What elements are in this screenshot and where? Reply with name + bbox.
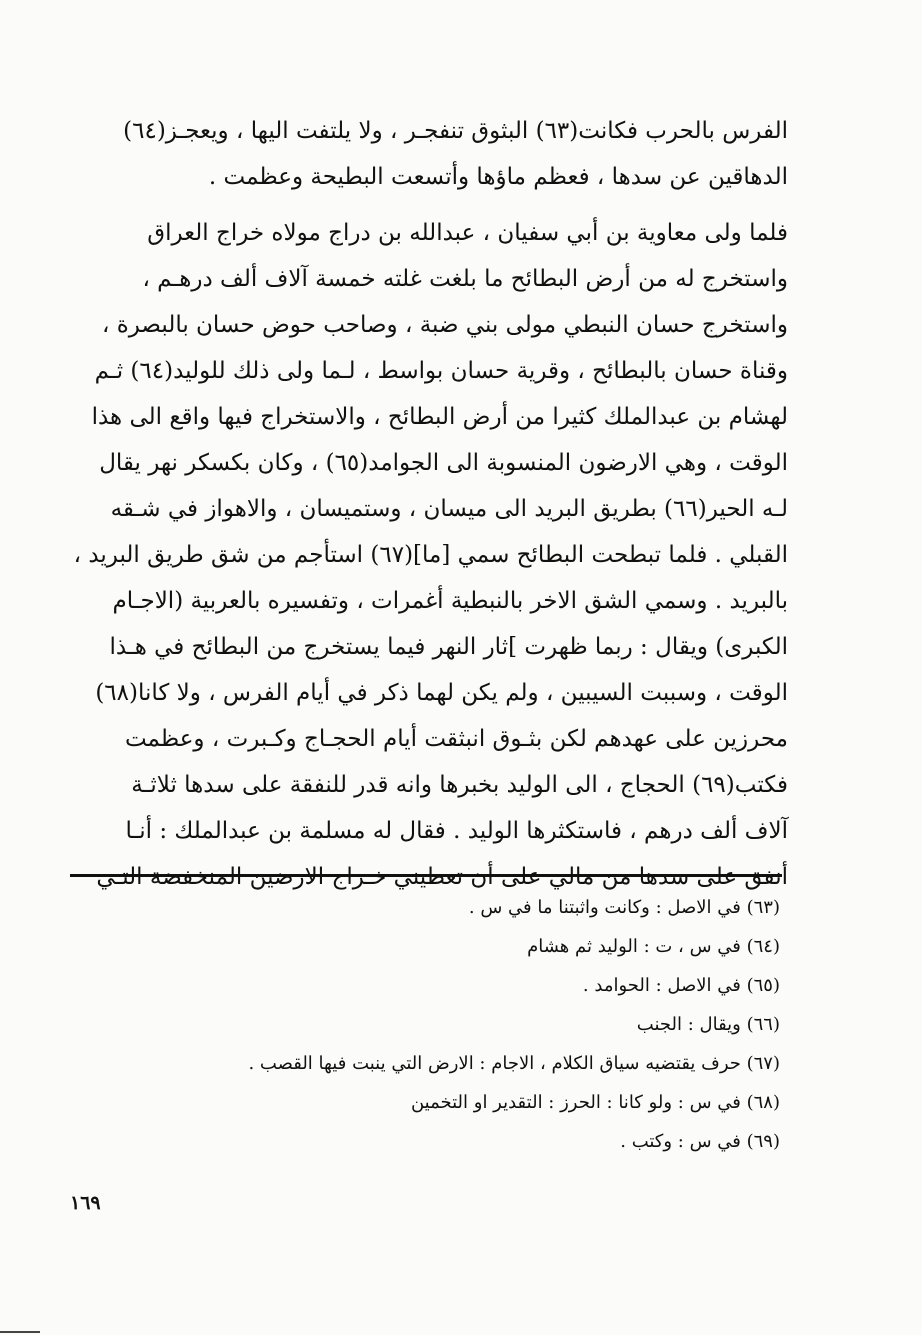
text-line: القبلي . فلما تبطحت البطائح سمي [ما](٦٧) استأجم من شق طريق البريد ، bbox=[73, 542, 788, 568]
page-number: ١٦٩ bbox=[70, 1192, 101, 1214]
footnote: (٦٩) في س : وكتب . bbox=[620, 1131, 780, 1152]
text-line: الدهاقين عن سدها ، فعظم ماؤها وأتسعت البطيحة وعظمت . bbox=[208, 164, 788, 190]
footnote: (٦٦) ويقال : الجنب bbox=[636, 1014, 780, 1035]
footnotes bbox=[90, 888, 780, 1161]
footnote: (٦٧) حرف يقتضيه سياق الكلام ، الاجام : الارض التي ينبت فيها القصب . bbox=[248, 1053, 780, 1074]
text-line: الوقت ، وسببت السيبين ، ولم يكن لهما ذكر في أيام الفرس ، ولا كانا(٦٨) bbox=[95, 680, 788, 706]
text-line: الوقت ، وهي الارضون المنسوبة الى الجوامد(٦٥) ، وكان بكسكر نهر يقال bbox=[99, 450, 788, 476]
text-line: الفرس بالحرب فكانت(٦٣) البثوق تنفجـر ، ولا يلتفت اليها ، ويعجـز(٦٤) bbox=[123, 118, 788, 144]
footnote: (٦٣) في الاصل : وكانت واثبتنا ما في س . bbox=[468, 897, 780, 918]
text-line: الكبرى) ويقال : ربما ظهرت ]ثار النهر فيما يستخرج من البطائح في هـذا bbox=[109, 634, 788, 660]
scan-edge-mark bbox=[0, 1331, 40, 1333]
footnote: (٦٤) في س ، ت : الوليد ثم هشام bbox=[527, 936, 780, 957]
main-text bbox=[68, 108, 788, 900]
text-line: فكتب(٦٩) الحجاج ، الى الوليد بخبرها وانه قدر للنفقة على سدها ثلاثـة bbox=[131, 772, 788, 798]
text-line: واستخرج حسان النبطي مولى بني ضبة ، وصاحب حوض حسان بالبصرة ، bbox=[101, 312, 788, 338]
text-line: آلاف ألف درهم ، فاستكثرها الوليد . فقال له مسلمة بن عبدالملك : أنـا bbox=[125, 818, 788, 844]
paragraph-gap bbox=[68, 200, 788, 210]
text-line: محرزين على عهدهم لكن بثـوق انبثقت أيام الحجـاج وكـبرت ، وعظمت bbox=[124, 726, 788, 752]
text-line: لهشام بن عبدالملك كثيرا من أرض البطائح ، والاستخراج فيها واقع الى هذا bbox=[91, 404, 788, 430]
footnote: (٦٨) في س : ولو كانا : الحرز : التقدير او التخمين bbox=[410, 1092, 780, 1113]
text-line: لـه الحير(٦٦) بطريق البريد الى ميسان ، وستميسان ، والاهواز في شـقه bbox=[110, 496, 788, 522]
text-line: فلما ولى معاوية بن أبي سفيان ، عبدالله بن دراج مولاه خراج العراق bbox=[147, 220, 788, 246]
text-line: وقناة حسان بالبطائح ، وقرية حسان بواسط ، لـما ولى ذلك للوليد(٦٤) ثـم bbox=[94, 358, 788, 384]
footnote-divider bbox=[70, 874, 782, 877]
text-line: أنفق على سدها من مالي على أن تعطيني خـراج الارضين المنخفضة التـي bbox=[96, 864, 788, 890]
text-line: بالبريد . وسمي الشق الاخر بالنبطية أغمرات ، وتفسيره بالعربية (الاجـام bbox=[112, 588, 788, 614]
footnote: (٦٥) في الاصل : الحوامد . bbox=[582, 975, 780, 996]
text-line: واستخرج له من أرض البطائح ما بلغت غلته خمسة آلاف ألف درهـم ، bbox=[142, 266, 788, 292]
